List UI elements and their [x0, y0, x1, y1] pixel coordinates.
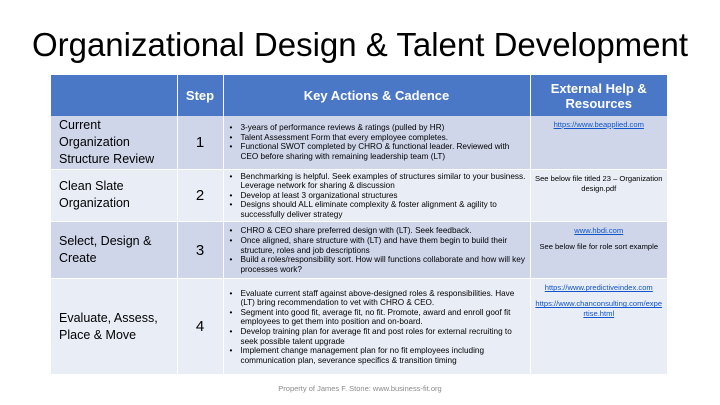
step-number: 2: [177, 169, 223, 222]
step-number: 1: [177, 116, 223, 169]
header-key-actions: Key Actions & Cadence: [223, 75, 530, 116]
slide-title: Organizational Design & Talent Development: [31, 26, 689, 63]
key-actions-cell: [223, 116, 530, 169]
action-item: • Designs should ALL eliminate complexity & foster alignment & agility to successfully deliver strategy: [241, 200, 526, 219]
header-step: Step: [177, 75, 223, 116]
table-header-row: [51, 75, 667, 116]
resources-cell: [530, 116, 667, 169]
header-resources: External Help & Resources: [530, 75, 667, 116]
resources-cell: [530, 169, 667, 222]
resources-cell: [530, 279, 667, 375]
resource-note: See below file titled 23 – Organization design.pdf: [535, 173, 663, 193]
phase-name: Current Organization Structure Review: [51, 116, 177, 169]
key-actions-cell: [223, 279, 530, 375]
action-item: • Once aligned, share structure with (LT) and have them begin to build their structure, roles and job descriptions: [241, 236, 526, 255]
action-item: • Segment into good fit, average fit, no fit. Promote, award and enroll goof fit employees to get them into position and on-board.: [241, 308, 526, 327]
action-item: • Talent Assessment Form that every employee completes.: [241, 133, 526, 143]
action-item: • Implement change management plan for no fit employees including communication plan, severance specifics & transition timing: [241, 346, 526, 365]
resource-link[interactable]: www.hbdi.com: [574, 226, 624, 236]
step-number: 4: [177, 279, 223, 375]
table-row: [51, 116, 667, 169]
table-row: [51, 169, 667, 222]
process-table: [51, 75, 667, 375]
action-item: • 3-years of performance reviews & ratings (pulled by HR): [241, 123, 526, 133]
action-item: • CHRO & CEO share preferred design with (LT). Seek feedback.: [241, 226, 526, 236]
phase-name: Evaluate, Assess, Place & Move: [51, 279, 177, 375]
slide-footer: Property of James F. Stone: www.business-fit.org: [278, 384, 442, 393]
table-row: [51, 222, 667, 279]
action-item: • Functional SWOT completed by CHRO & functional leader. Reviewed with CEO before sharing with remaining leadership team (LT): [241, 142, 526, 161]
resource-link[interactable]: https://www.beapplied.com: [553, 120, 644, 129]
key-actions-cell: [223, 222, 530, 279]
resource-link[interactable]: https://www.predictiveindex.com: [544, 283, 653, 293]
action-item: • Develop at least 3 organizational structures: [241, 191, 526, 201]
header-phase: [51, 75, 177, 116]
action-item: • Build a roles/responsibility sort. How will functions collaborate and how will key processes work?: [241, 255, 526, 274]
step-number: 3: [177, 222, 223, 279]
action-item: • Develop training plan for average fit and post roles for external recruiting to seek possible talent upgrade: [241, 327, 526, 346]
resource-link[interactable]: https://www.chanconsulting.com/expertise.html: [535, 299, 663, 319]
resources-cell: [530, 222, 667, 279]
resource-note: See below file for role sort example: [539, 242, 659, 252]
action-item: • Benchmarking is helpful. Seek examples of structures similar to your business. Leverage network for sharing & discussion: [241, 172, 526, 191]
phase-name: Select, Design & Create: [51, 222, 177, 279]
key-actions-cell: [223, 169, 530, 222]
action-item: • Evaluate current staff against above-designed roles & responsibilities. Have (LT) bring recommendation to vet with CHRO & CEO.: [241, 289, 526, 308]
phase-name: Clean Slate Organization: [51, 169, 177, 222]
table-row: [51, 279, 667, 375]
